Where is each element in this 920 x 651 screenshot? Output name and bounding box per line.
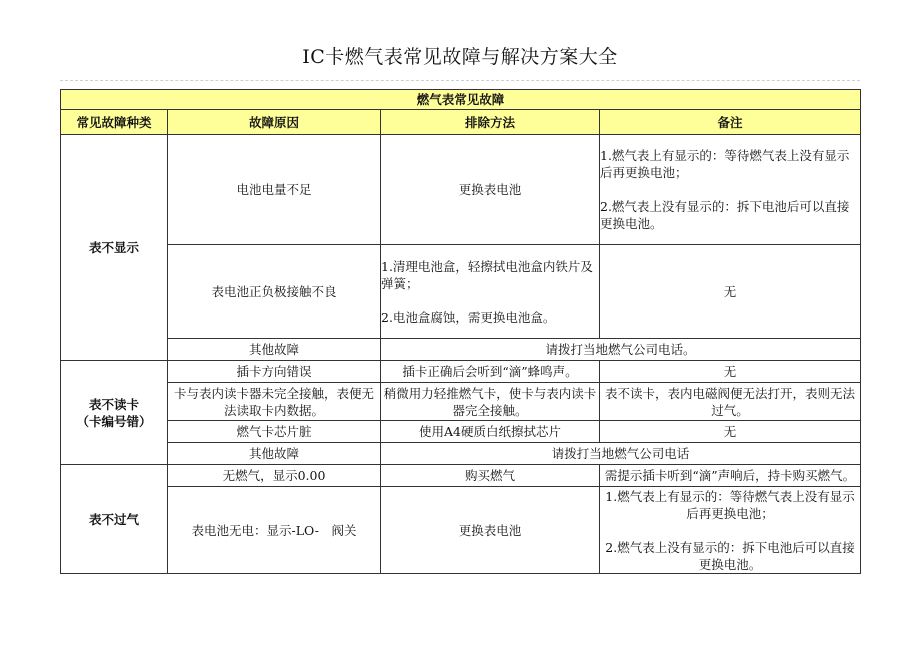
solution-line: 2.电池盒腐蚀，需更换电池盒。: [381, 309, 556, 325]
solution-cell: [381, 245, 600, 339]
category-no-card-read: [61, 361, 168, 465]
category-line: （卡编号错）: [76, 413, 152, 429]
table-row: [61, 421, 861, 443]
merged-cell: 请拨打当地燃气公司电话: [381, 443, 861, 465]
cause-cell: 卡与表内读卡器未完全接触，表便无法读取卡内数据。: [168, 383, 381, 421]
table-row: [61, 487, 861, 574]
cause-cell: 电池电量不足: [168, 135, 381, 245]
table-row: [61, 443, 861, 465]
cause-cell: 其他故障: [168, 443, 381, 465]
header-cause: 故障原因: [168, 110, 381, 135]
header-category: 常见故障种类: [61, 110, 168, 135]
table-row: [61, 245, 861, 339]
cause-cell: 表电池正负极接触不良: [168, 245, 381, 339]
merged-cell: 请拨打当地燃气公司电话。: [381, 339, 861, 361]
table-row: [61, 135, 861, 245]
solution-cell: 插卡正确后会听到“滴”蜂鸣声。: [381, 361, 600, 383]
notes-cell: 表不读卡，表内电磁阀便无法打开，表则无法过气。: [600, 383, 861, 421]
cause-cell: 表电池无电：显示-LO- 阀关: [168, 487, 381, 574]
table-row: [61, 361, 861, 383]
title-divider: [60, 80, 860, 81]
notes-cell: 需提示插卡听到“滴”声响后，持卡购买燃气。: [600, 465, 861, 487]
category-line: 表不读卡: [88, 396, 139, 412]
table-row: [61, 339, 861, 361]
solution-line: 1.清理电池盒，轻擦拭电池盒内铁片及弹簧；: [381, 258, 593, 291]
table-row: [61, 383, 861, 421]
note-line: 1.燃气表上有显示的：等待燃气表上没有显示后再更换电池；: [600, 148, 850, 180]
solution-cell: 使用A4硬质白纸擦拭芯片: [381, 421, 600, 443]
cause-cell: 其他故障: [168, 339, 381, 361]
fault-table: [60, 89, 861, 574]
notes-cell: 无: [600, 421, 861, 443]
notes-cell: [600, 487, 861, 574]
solution-cell: 稍微用力轻推燃气卡，使卡与表内读卡器完全接触。: [381, 383, 600, 421]
note-line: 2.燃气表上没有显示的：拆下电池后可以直接更换电池。: [605, 539, 855, 572]
header-notes: 备注: [600, 110, 861, 135]
solution-cell: 购买燃气: [381, 465, 600, 487]
page-title: IC卡燃气表常见故障与解决方案大全: [302, 46, 618, 68]
note-line: 2.燃气表上没有显示的：拆下电池后可以直接更换电池。: [600, 199, 850, 231]
header-solution: 排除方法: [381, 110, 600, 135]
note-line: 1.燃气表上有显示的：等待燃气表上没有显示后再更换电池；: [605, 488, 855, 521]
category-no-gas-flow: 表不过气: [61, 465, 168, 574]
notes-cell: [600, 135, 861, 245]
solution-cell: 更换表电池: [381, 135, 600, 245]
cause-cell: 燃气卡芯片脏: [168, 421, 381, 443]
cause-cell: 无燃气，显示0.00: [168, 465, 381, 487]
category-no-display: 表不显示: [61, 135, 168, 361]
notes-cell: 无: [600, 245, 861, 339]
solution-cell: 更换表电池: [381, 487, 600, 574]
table-caption: 燃气表常见故障: [61, 90, 861, 110]
cause-cell: 插卡方向错误: [168, 361, 381, 383]
table-row: [61, 465, 861, 487]
notes-cell: 无: [600, 361, 861, 383]
